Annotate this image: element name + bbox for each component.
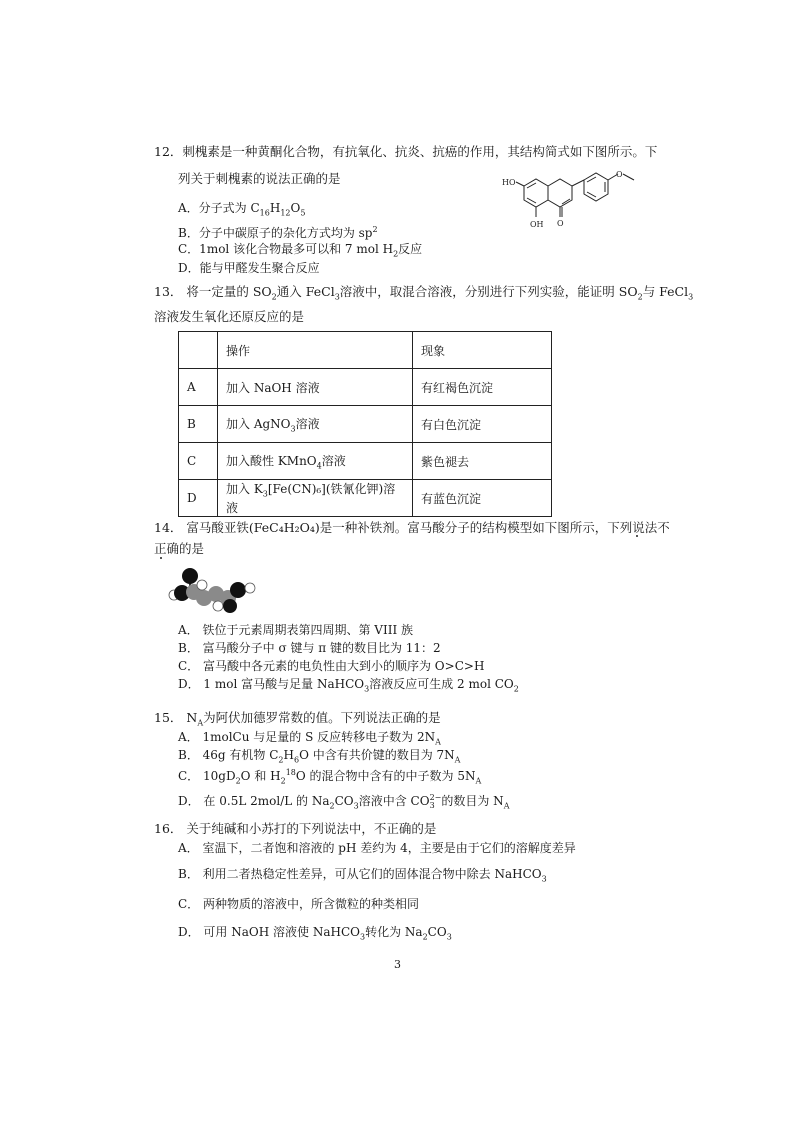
row-key: A [179, 369, 218, 406]
q14-stem-line1: 14． 富马酸亚铁(FeC₄H₂O₄)是一种补铁剂。富马酸分子的结构模型如下图所示，下列说法不 [154, 520, 670, 535]
row-result: 有白色沉淀 [413, 406, 552, 443]
row-key: C [179, 443, 218, 480]
q14-stem-line2: 正确的是 [154, 541, 205, 556]
q15-option-a: A． 1molCu 与足量的 S 反应转移电子数为 $2N_A$ [178, 730, 441, 747]
q16-stem: 16． 关于纯碱和小苏打的下列说法中，不正确的是 [154, 821, 437, 836]
q14-option-d: D． 1 mol 富马酸与足量 NaHCO$_3$溶液反应可生成 2 mol $CO_2$ [178, 677, 519, 694]
q15-option-c: C． $10gD_2O$ 和 $H_2^{18}O$ 的混合物中含有的中子数为 $5N_A$ [178, 768, 482, 786]
acacetin-structure-figure [496, 170, 652, 240]
q16-option-c: C． 两种物质的溶液中，所含微粒的种类相同 [178, 897, 419, 911]
q14-option-a: A． 铁位于元素周期表第四周期、第 VIII 族 [178, 623, 413, 637]
table-header-row [179, 332, 552, 369]
q16-option-d: D． 可用 NaOH 溶液使 NaHCO$_3$转化为 $Na_2CO_3$ [178, 925, 452, 942]
table-row [179, 443, 552, 480]
row-result: 有红褐色沉淀 [413, 369, 552, 406]
mol-label-o-carbonyl: O [557, 219, 564, 228]
table-header-cell: 操作 [218, 332, 413, 369]
row-operation: 加入 AgNO$_3$溶液 [218, 406, 413, 443]
q12-option-a: A．分子式为 $C_{16}H_{12}O_5$ [178, 201, 306, 218]
row-operation: 加入 $K_3[Fe(CN)_6]$(铁氰化钾)溶液 [218, 480, 413, 517]
q15-option-d: D． 在 0.5L 2mol/L 的 $Na_2CO_3$溶液中含 CO 2− 3 的数目为 $N_A$ [178, 792, 510, 811]
q14-option-b: B． 富马酸分子中 σ 键与 π 键的数目比为 11：2 [178, 641, 441, 655]
q14-option-c: C． 富马酸中各元素的电负性由大到小的顺序为 O>C>H [178, 659, 485, 673]
mol-label-ho: HO [502, 178, 516, 187]
emphasis-dot [160, 557, 162, 559]
table-header-cell [179, 332, 218, 369]
table-header-cell: 现象 [413, 332, 552, 369]
row-operation: 加入酸性 KMnO$_4$溶液 [218, 443, 413, 480]
q12-option-b: B．分子中碳原子的杂化方式均为 $sp^2$ [178, 225, 378, 240]
row-result: 有蓝色沉淀 [413, 480, 552, 517]
emphasis-dot [636, 535, 638, 537]
q13-table [178, 331, 552, 517]
q12-stem-line2: 列关于刺槐素的说法正确的是 [178, 171, 341, 186]
row-result: 紫色褪去 [413, 443, 552, 480]
row-key: D [179, 480, 218, 517]
page-number: 3 [394, 958, 401, 971]
mol-label-o-methoxy: O [616, 170, 623, 179]
q12-option-d: D．能与甲醛发生聚合反应 [178, 261, 320, 275]
q15-option-b: B． 46g 有机物 $C_2H_6O$ 中含有共价键的数目为 $7N_A$ [178, 748, 461, 765]
mol-label-oh: OH [530, 220, 544, 229]
q12-stem-line1: 12．刺槐素是一种黄酮化合物，有抗氧化、抗炎、抗癌的作用，其结构简式如下图所示。下 [154, 144, 658, 159]
fumaric-acid-ball-model [166, 566, 258, 614]
row-operation: 加入 NaOH 溶液 [218, 369, 413, 406]
q13-stem-line2: 溶液发生氧化还原反应的是 [154, 309, 305, 324]
q16-option-a: A． 室温下，二者饱和溶液的 pH 差约为 4，主要是由于它们的溶解度差异 [178, 841, 576, 855]
table-row [179, 480, 552, 517]
q15-stem: 15． $N_A$为阿伏加德罗常数的值。下列说法正确的是 [154, 710, 441, 728]
table-row [179, 369, 552, 406]
table-row [179, 406, 552, 443]
row-key: B [179, 406, 218, 443]
q16-option-b: B． 利用二者热稳定性差异，可从它们的固体混合物中除去 NaHCO$_3$ [178, 867, 547, 884]
q12-option-c: C．1mol 该化合物最多可以和 7 mol $H_2$反应 [178, 242, 423, 259]
q13-stem-line1: 13． 将一定量的 $SO_2$通入 FeCl$_3$溶液中，取混合溶液，分别进行下列实验，能证明 $SO_2$与 FeCl$_3$ [154, 284, 694, 302]
